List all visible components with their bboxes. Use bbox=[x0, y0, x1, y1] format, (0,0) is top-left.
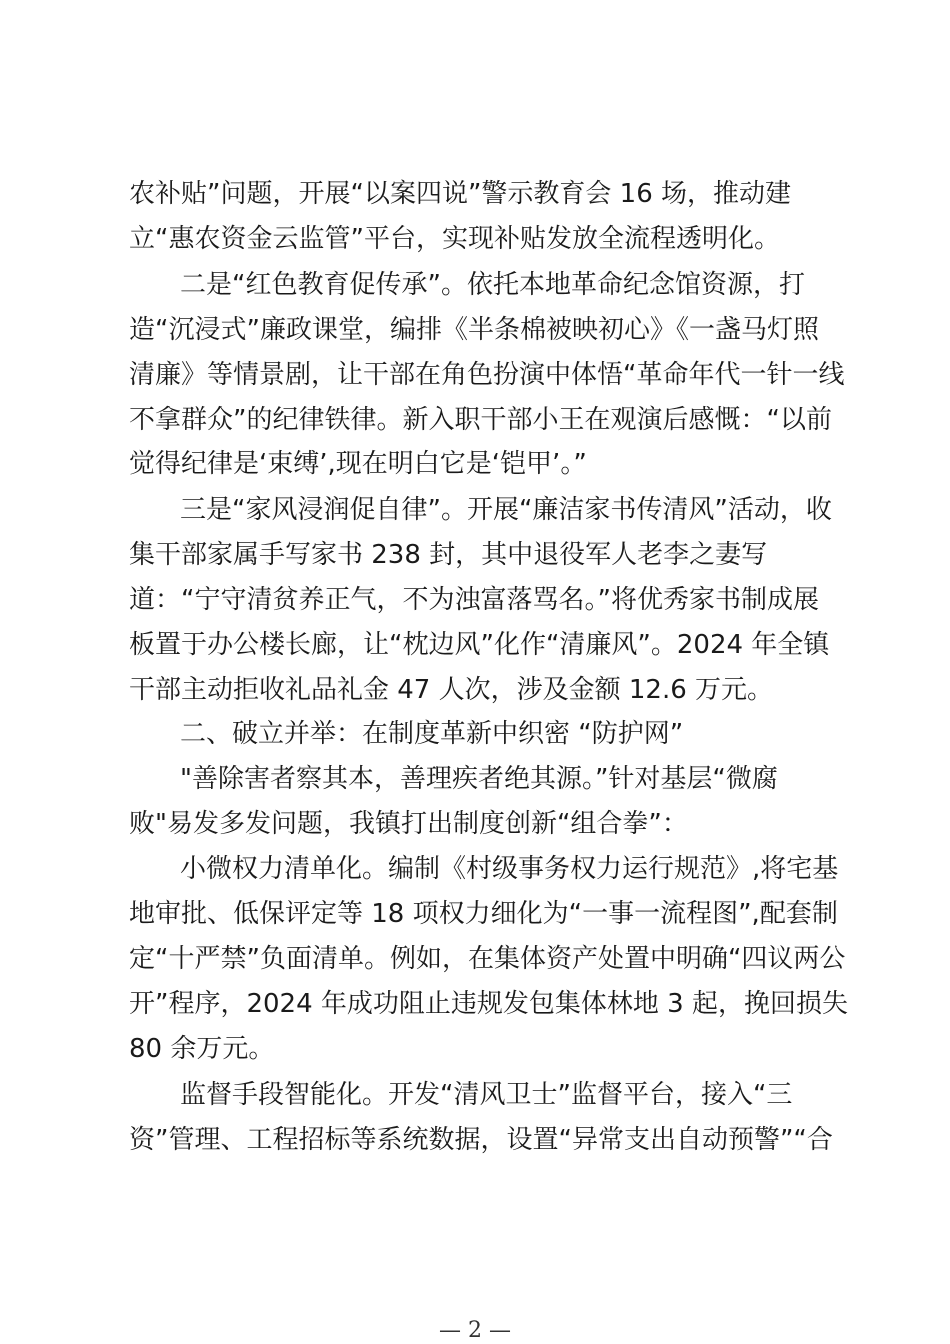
text-line: 小微权力清单化。编制《村级事务权力运行规范》,将宅基 bbox=[180, 854, 839, 884]
text-line: 定“十严禁”负面清单。例如，在集体资产处置中明确“四议两公 bbox=[129, 944, 846, 974]
text-line: 造“沉浸式”廉政课堂，编排《半条棉被映初心》《一盏马灯照 bbox=[129, 315, 819, 345]
text-line: 干部主动拒收礼品礼金 47 人次，涉及金额 12.6 万元。 bbox=[129, 675, 774, 705]
text-line: 清廉》等情景剧，让干部在角色扮演中体悟“革命年代一针一线 bbox=[129, 360, 845, 390]
text-line: 不拿群众”的纪律铁律。新入职干部小王在观演后感慨：“以前 bbox=[129, 405, 832, 435]
text-line: 板置于办公楼长廊，让“枕边风”化作“清廉风”。2024 年全镇 bbox=[129, 630, 830, 660]
text-line: 三是“家风浸润促自律”。开展“廉洁家书传清风”活动，收 bbox=[180, 495, 832, 525]
page-number: — 2 — bbox=[439, 1318, 511, 1343]
text-line: 立“惠农资金云监管”平台，实现补贴发放全流程透明化。 bbox=[129, 224, 780, 254]
text-line: 80 余万元。 bbox=[129, 1034, 275, 1064]
text-line: 开”程序，2024 年成功阻止违规发包集体林地 3 起，挽回损失 bbox=[129, 989, 848, 1019]
text-line: 农补贴”问题，开展“以案四说”警示教育会 16 场，推动建 bbox=[129, 179, 792, 209]
text-line: 觉得纪律是‘束缚’,现在明白它是‘铠甲’。” bbox=[129, 449, 587, 479]
section-heading: 二、破立并举：在制度革新中织密 “防护网” bbox=[180, 719, 684, 749]
text-line: 道：“宁守清贫养正气，不为浊富落骂名。”将优秀家书制成展 bbox=[129, 585, 819, 615]
text-line: 败"易发多发问题，我镇打出制度创新“组合拳”： bbox=[129, 809, 688, 839]
text-line: 地审批、低保评定等 18 项权力细化为“一事一流程图”,配套制 bbox=[129, 899, 838, 929]
text-line: 二是“红色教育促传承”。依托本地革命纪念馆资源，打 bbox=[180, 270, 805, 300]
text-line: "善除害者察其本，善理疾者绝其源。”针对基层“微腐 bbox=[180, 764, 778, 794]
text-line: 集干部家属手写家书 238 封，其中退役军人老李之妻写 bbox=[129, 540, 768, 570]
text-line: 资”管理、工程招标等系统数据，设置“异常支出自动预警”“合 bbox=[129, 1125, 833, 1155]
text-line: 监督手段智能化。开发“清风卫士”监督平台，接入“三 bbox=[180, 1080, 793, 1110]
